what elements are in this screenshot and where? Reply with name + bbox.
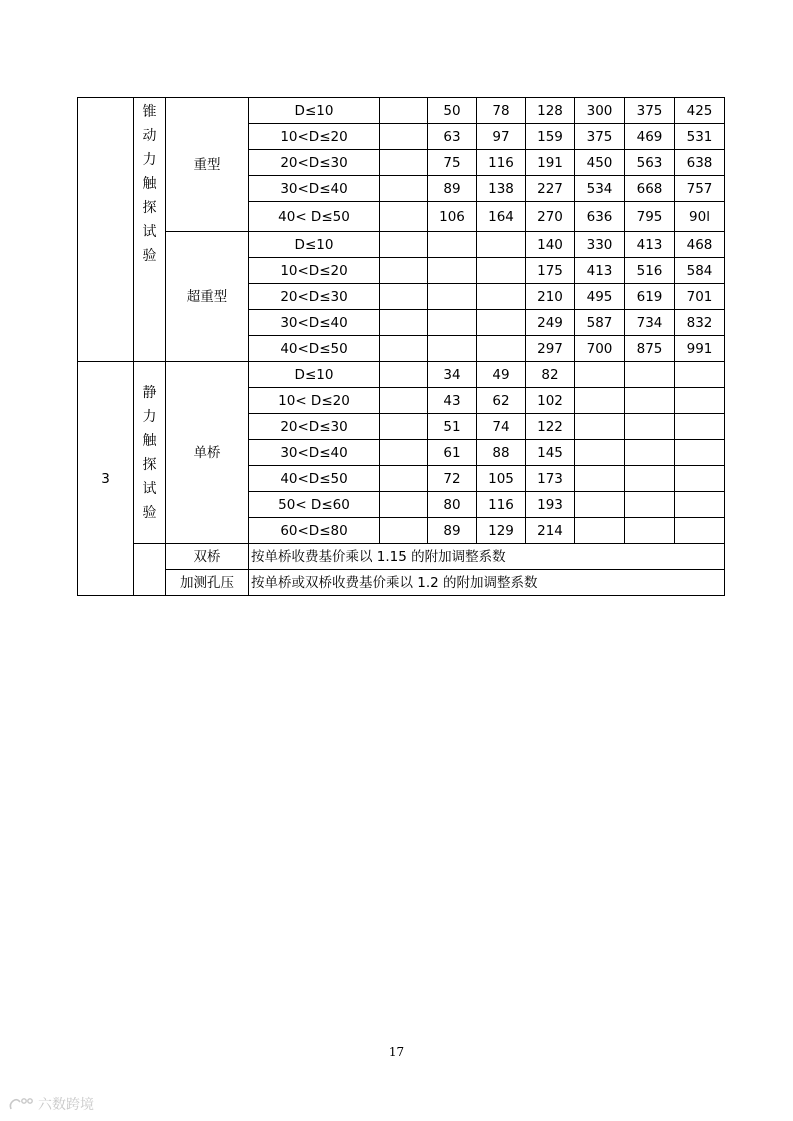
value-cell: 991	[675, 336, 725, 362]
value-cell: 89	[428, 176, 477, 202]
value-cell: 173	[526, 466, 575, 492]
value-cell: 140	[526, 232, 575, 258]
value-cell	[477, 258, 526, 284]
value-cell	[575, 362, 625, 388]
label-char: 静	[142, 384, 157, 401]
value-cell: 61	[428, 440, 477, 466]
label-char: 探	[142, 200, 157, 216]
label-char: 动	[142, 128, 157, 144]
value-cell: 210	[526, 284, 575, 310]
dynamic-test-label	[134, 98, 166, 362]
value-cell: 450	[575, 150, 625, 176]
range-cell: 20<D≤30	[249, 414, 380, 440]
range-cell: 20<D≤30	[249, 284, 380, 310]
range-cell: 60<D≤80	[249, 518, 380, 544]
range-cell: 30<D≤40	[249, 310, 380, 336]
table-row	[78, 232, 725, 258]
value-cell	[428, 258, 477, 284]
note-cell: 按单桥收费基价乘以 1.15 的附加调整系数	[249, 544, 725, 570]
table-row	[78, 544, 725, 570]
range-cell: 10<D≤20	[249, 124, 380, 150]
value-cell: 88	[477, 440, 526, 466]
value-cell: 701	[675, 284, 725, 310]
value-cell	[625, 492, 675, 518]
value-cell: 63	[428, 124, 477, 150]
row-number-cell: 3	[78, 362, 134, 596]
value-cell: 51	[428, 414, 477, 440]
value-cell: 297	[526, 336, 575, 362]
value-cell: 757	[675, 176, 725, 202]
value-cell	[380, 98, 428, 124]
value-cell	[625, 518, 675, 544]
value-cell	[575, 440, 625, 466]
value-cell	[380, 176, 428, 202]
label-char: 验	[142, 248, 157, 264]
value-cell	[380, 124, 428, 150]
value-cell: 469	[625, 124, 675, 150]
value-cell	[477, 232, 526, 258]
value-cell	[575, 466, 625, 492]
value-cell: 563	[625, 150, 675, 176]
value-cell: 97	[477, 124, 526, 150]
value-cell	[428, 284, 477, 310]
value-cell	[380, 362, 428, 388]
range-cell: 20<D≤30	[249, 150, 380, 176]
value-cell: 875	[625, 336, 675, 362]
value-cell: 90l	[675, 202, 725, 232]
value-cell	[477, 284, 526, 310]
value-cell	[477, 336, 526, 362]
value-cell: 584	[675, 258, 725, 284]
page-number: 17	[388, 1045, 405, 1059]
label-char: 力	[142, 408, 157, 425]
value-cell	[380, 336, 428, 362]
value-cell: 89	[428, 518, 477, 544]
value-cell	[625, 388, 675, 414]
value-cell	[380, 232, 428, 258]
value-cell: 330	[575, 232, 625, 258]
value-cell: 700	[575, 336, 625, 362]
value-cell	[380, 388, 428, 414]
range-cell: 10< D≤20	[249, 388, 380, 414]
value-cell: 636	[575, 202, 625, 232]
value-cell: 587	[575, 310, 625, 336]
value-cell: 531	[675, 124, 725, 150]
value-cell: 50	[428, 98, 477, 124]
value-cell: 668	[625, 176, 675, 202]
range-cell: D≤10	[249, 232, 380, 258]
value-cell	[380, 284, 428, 310]
value-cell: 43	[428, 388, 477, 414]
value-cell: 164	[477, 202, 526, 232]
range-cell: 40<D≤50	[249, 466, 380, 492]
value-cell	[575, 518, 625, 544]
label-char: 验	[142, 504, 157, 521]
watermark-text: 六数跨境	[38, 1097, 94, 1113]
value-cell	[380, 150, 428, 176]
value-cell: 129	[477, 518, 526, 544]
type-cell: 重型	[166, 98, 249, 232]
value-cell	[380, 518, 428, 544]
type-cell: 双桥	[166, 544, 249, 570]
value-cell: 80	[428, 492, 477, 518]
empty-label-cell	[134, 544, 166, 596]
label-char: 锥	[142, 104, 157, 120]
table-row	[78, 98, 725, 124]
value-cell: 425	[675, 98, 725, 124]
range-cell: 10<D≤20	[249, 258, 380, 284]
value-cell: 300	[575, 98, 625, 124]
range-cell: 30<D≤40	[249, 176, 380, 202]
value-cell: 159	[526, 124, 575, 150]
value-cell: 375	[575, 124, 625, 150]
value-cell: 468	[675, 232, 725, 258]
label-char: 触	[142, 432, 157, 449]
value-cell	[380, 492, 428, 518]
note-cell: 按单桥或双桥收费基价乘以 1.2 的附加调整系数	[249, 570, 725, 596]
value-cell: 105	[477, 466, 526, 492]
value-cell: 145	[526, 440, 575, 466]
value-cell: 72	[428, 466, 477, 492]
value-cell: 116	[477, 492, 526, 518]
range-cell: D≤10	[249, 98, 380, 124]
value-cell	[380, 202, 428, 232]
fee-table	[77, 97, 725, 596]
value-cell	[675, 440, 725, 466]
value-cell: 795	[625, 202, 675, 232]
range-cell: 30<D≤40	[249, 440, 380, 466]
value-cell	[428, 336, 477, 362]
value-cell: 534	[575, 176, 625, 202]
value-cell: 122	[526, 414, 575, 440]
value-cell: 413	[575, 258, 625, 284]
value-cell	[625, 466, 675, 492]
value-cell	[380, 466, 428, 492]
value-cell: 82	[526, 362, 575, 388]
range-cell: 40< D≤50	[249, 202, 380, 232]
value-cell: 191	[526, 150, 575, 176]
value-cell: 62	[477, 388, 526, 414]
value-cell	[675, 362, 725, 388]
value-cell	[675, 518, 725, 544]
value-cell: 227	[526, 176, 575, 202]
value-cell: 516	[625, 258, 675, 284]
value-cell	[625, 362, 675, 388]
fee-table-body	[78, 98, 725, 596]
type-cell: 单桥	[166, 362, 249, 544]
value-cell: 249	[526, 310, 575, 336]
value-cell: 413	[625, 232, 675, 258]
value-cell	[428, 310, 477, 336]
value-cell: 102	[526, 388, 575, 414]
label-char: 试	[142, 480, 157, 497]
value-cell	[625, 440, 675, 466]
value-cell	[575, 414, 625, 440]
label-char: 力	[142, 152, 157, 168]
value-cell: 832	[675, 310, 725, 336]
value-cell: 34	[428, 362, 477, 388]
value-cell: 375	[625, 98, 675, 124]
value-cell	[477, 310, 526, 336]
value-cell: 619	[625, 284, 675, 310]
label-char: 探	[142, 456, 157, 473]
value-cell	[625, 414, 675, 440]
value-cell: 106	[428, 202, 477, 232]
type-cell: 加测孔压	[166, 570, 249, 596]
value-cell: 78	[477, 98, 526, 124]
type-cell: 超重型	[166, 232, 249, 362]
value-cell	[380, 258, 428, 284]
value-cell: 495	[575, 284, 625, 310]
chat-bubble-logo-icon	[8, 1096, 34, 1112]
value-cell: 214	[526, 518, 575, 544]
label-char: 触	[142, 176, 157, 192]
value-cell: 175	[526, 258, 575, 284]
value-cell	[575, 492, 625, 518]
value-cell: 638	[675, 150, 725, 176]
row-number-cell	[78, 98, 134, 362]
value-cell	[428, 232, 477, 258]
range-cell: 50< D≤60	[249, 492, 380, 518]
watermark	[8, 1094, 94, 1114]
static-test-label	[134, 362, 166, 544]
value-cell: 138	[477, 176, 526, 202]
value-cell: 128	[526, 98, 575, 124]
value-cell: 734	[625, 310, 675, 336]
value-cell: 49	[477, 362, 526, 388]
value-cell	[675, 466, 725, 492]
value-cell: 116	[477, 150, 526, 176]
table-row	[78, 362, 725, 388]
value-cell: 75	[428, 150, 477, 176]
range-cell: 40<D≤50	[249, 336, 380, 362]
value-cell	[380, 414, 428, 440]
value-cell	[675, 492, 725, 518]
table-row	[78, 570, 725, 596]
value-cell: 74	[477, 414, 526, 440]
label-char: 试	[142, 224, 157, 240]
value-cell: 270	[526, 202, 575, 232]
value-cell	[675, 388, 725, 414]
value-cell	[675, 414, 725, 440]
range-cell: D≤10	[249, 362, 380, 388]
value-cell: 193	[526, 492, 575, 518]
value-cell	[380, 310, 428, 336]
value-cell	[380, 440, 428, 466]
value-cell	[575, 388, 625, 414]
